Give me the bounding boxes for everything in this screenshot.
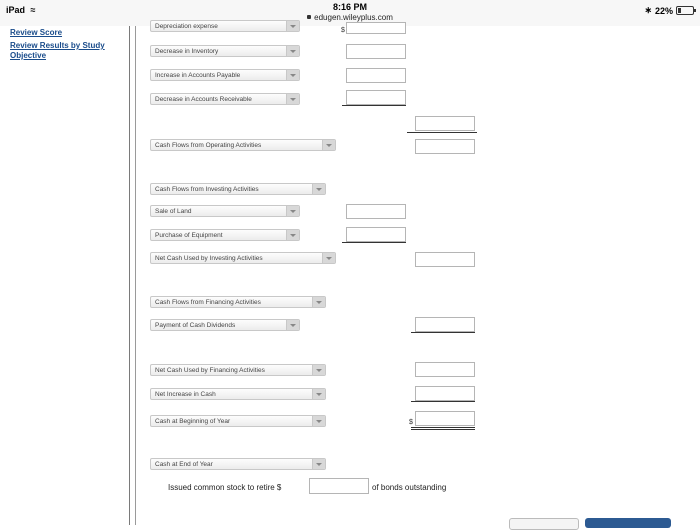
financing-underline (411, 332, 475, 333)
cash-flows-investing-header-select[interactable] (150, 183, 326, 195)
cash-beginning-select[interactable] (150, 415, 326, 427)
chevron-down-icon (286, 46, 299, 56)
select-label: Net Increase in Cash (155, 391, 216, 398)
decrease-inventory-select[interactable] (150, 45, 300, 57)
select-label: Sale of Land (155, 208, 192, 215)
device-name: iPad (6, 5, 26, 15)
chevron-down-icon (312, 184, 325, 194)
purchase-equipment-select[interactable] (150, 229, 300, 241)
status-right (644, 5, 694, 16)
adjustments-total-input[interactable] (415, 116, 475, 131)
chevron-down-icon (312, 297, 325, 307)
lock-icon (307, 15, 311, 19)
chevron-down-icon (322, 140, 335, 150)
bluetooth-icon: ∗ (644, 5, 652, 15)
double-underline (411, 427, 475, 430)
chevron-down-icon (286, 94, 299, 104)
cash-end-select[interactable] (150, 458, 326, 470)
select-label: Cash at End of Year (155, 461, 213, 468)
select-label: Payment of Cash Dividends (155, 322, 236, 329)
select-label: Cash at Beginning of Year (155, 418, 231, 425)
status-center (0, 2, 700, 23)
net-increase-cash-input[interactable] (415, 386, 475, 401)
net-increase-cash-select[interactable] (150, 388, 326, 400)
secondary-button[interactable] (509, 518, 579, 530)
clock: 8:16 PM (332, 2, 367, 12)
purchase-equipment-input[interactable] (346, 227, 406, 242)
chevron-down-icon (312, 416, 325, 426)
chevron-down-icon (286, 21, 299, 31)
dollar-sign: $ (341, 27, 345, 34)
select-label: Increase in Accounts Payable (155, 72, 241, 79)
decrease-accounts-receivable-select[interactable] (150, 93, 300, 105)
depreciation-amount-input[interactable] (346, 22, 406, 34)
depreciation-select[interactable] (150, 20, 300, 32)
chevron-down-icon (312, 365, 325, 375)
chevron-down-icon (286, 230, 299, 240)
select-label: Net Cash Used by Financing Activities (155, 367, 265, 374)
cash-flows-operating-select[interactable] (150, 139, 336, 151)
battery-icon (676, 6, 694, 15)
net-financing-input[interactable] (415, 362, 475, 377)
column-divider-inner (135, 26, 136, 525)
net-operating-input[interactable] (415, 139, 475, 154)
chevron-down-icon (286, 206, 299, 216)
payment-dividends-input[interactable] (415, 317, 475, 332)
chevron-down-icon (286, 70, 299, 80)
select-label: Depreciation expense (155, 23, 218, 30)
net-financing-select[interactable] (150, 364, 326, 376)
total-underline (407, 132, 477, 133)
select-label: Cash Flows from Operating Activities (155, 142, 262, 149)
select-label: Decrease in Accounts Receivable (155, 96, 252, 103)
issued-stock-label: Issued common stock to retire $ (168, 483, 282, 492)
wifi-icon: ≈ (30, 5, 36, 15)
review-results-link[interactable]: Review Results by Study Objective (10, 41, 105, 60)
primary-button[interactable] (585, 518, 671, 528)
subtotal-underline (342, 105, 406, 106)
investing-underline (342, 242, 406, 243)
net-investing-input[interactable] (415, 252, 475, 267)
bonds-outstanding-label: of bonds outstanding (372, 483, 447, 492)
decrease-accounts-receivable-input[interactable] (346, 90, 406, 105)
sale-of-land-select[interactable] (150, 205, 300, 217)
select-label: Decrease in Inventory (155, 48, 219, 55)
cash-flows-financing-header-select[interactable] (150, 296, 326, 308)
select-label: Cash Flows from Investing Activities (155, 186, 259, 193)
url-text: edugen.wileyplus.com (314, 13, 393, 22)
payment-dividends-select[interactable] (150, 319, 300, 331)
issued-stock-amount-input[interactable] (309, 478, 369, 494)
column-divider (129, 26, 130, 525)
sale-of-land-input[interactable] (346, 204, 406, 219)
increase-accounts-payable-input[interactable] (346, 68, 406, 83)
select-label: Purchase of Equipment (155, 232, 223, 239)
chevron-down-icon (312, 389, 325, 399)
chevron-down-icon (286, 320, 299, 330)
increase-underline (411, 401, 475, 402)
chevron-down-icon (312, 459, 325, 469)
dollar-sign: $ (409, 419, 413, 426)
left-nav (0, 26, 128, 525)
battery-percent: 22% (654, 5, 673, 16)
decrease-inventory-input[interactable] (346, 44, 406, 59)
review-score-link[interactable]: Review Score (10, 28, 63, 37)
increase-accounts-payable-select[interactable] (150, 69, 300, 81)
net-investing-select[interactable] (150, 252, 336, 264)
select-label: Net Cash Used by Investing Activities (155, 255, 263, 262)
cash-beginning-input[interactable] (415, 411, 475, 426)
select-label: Cash Flows from Financing Activities (155, 299, 261, 306)
chevron-down-icon (322, 253, 335, 263)
